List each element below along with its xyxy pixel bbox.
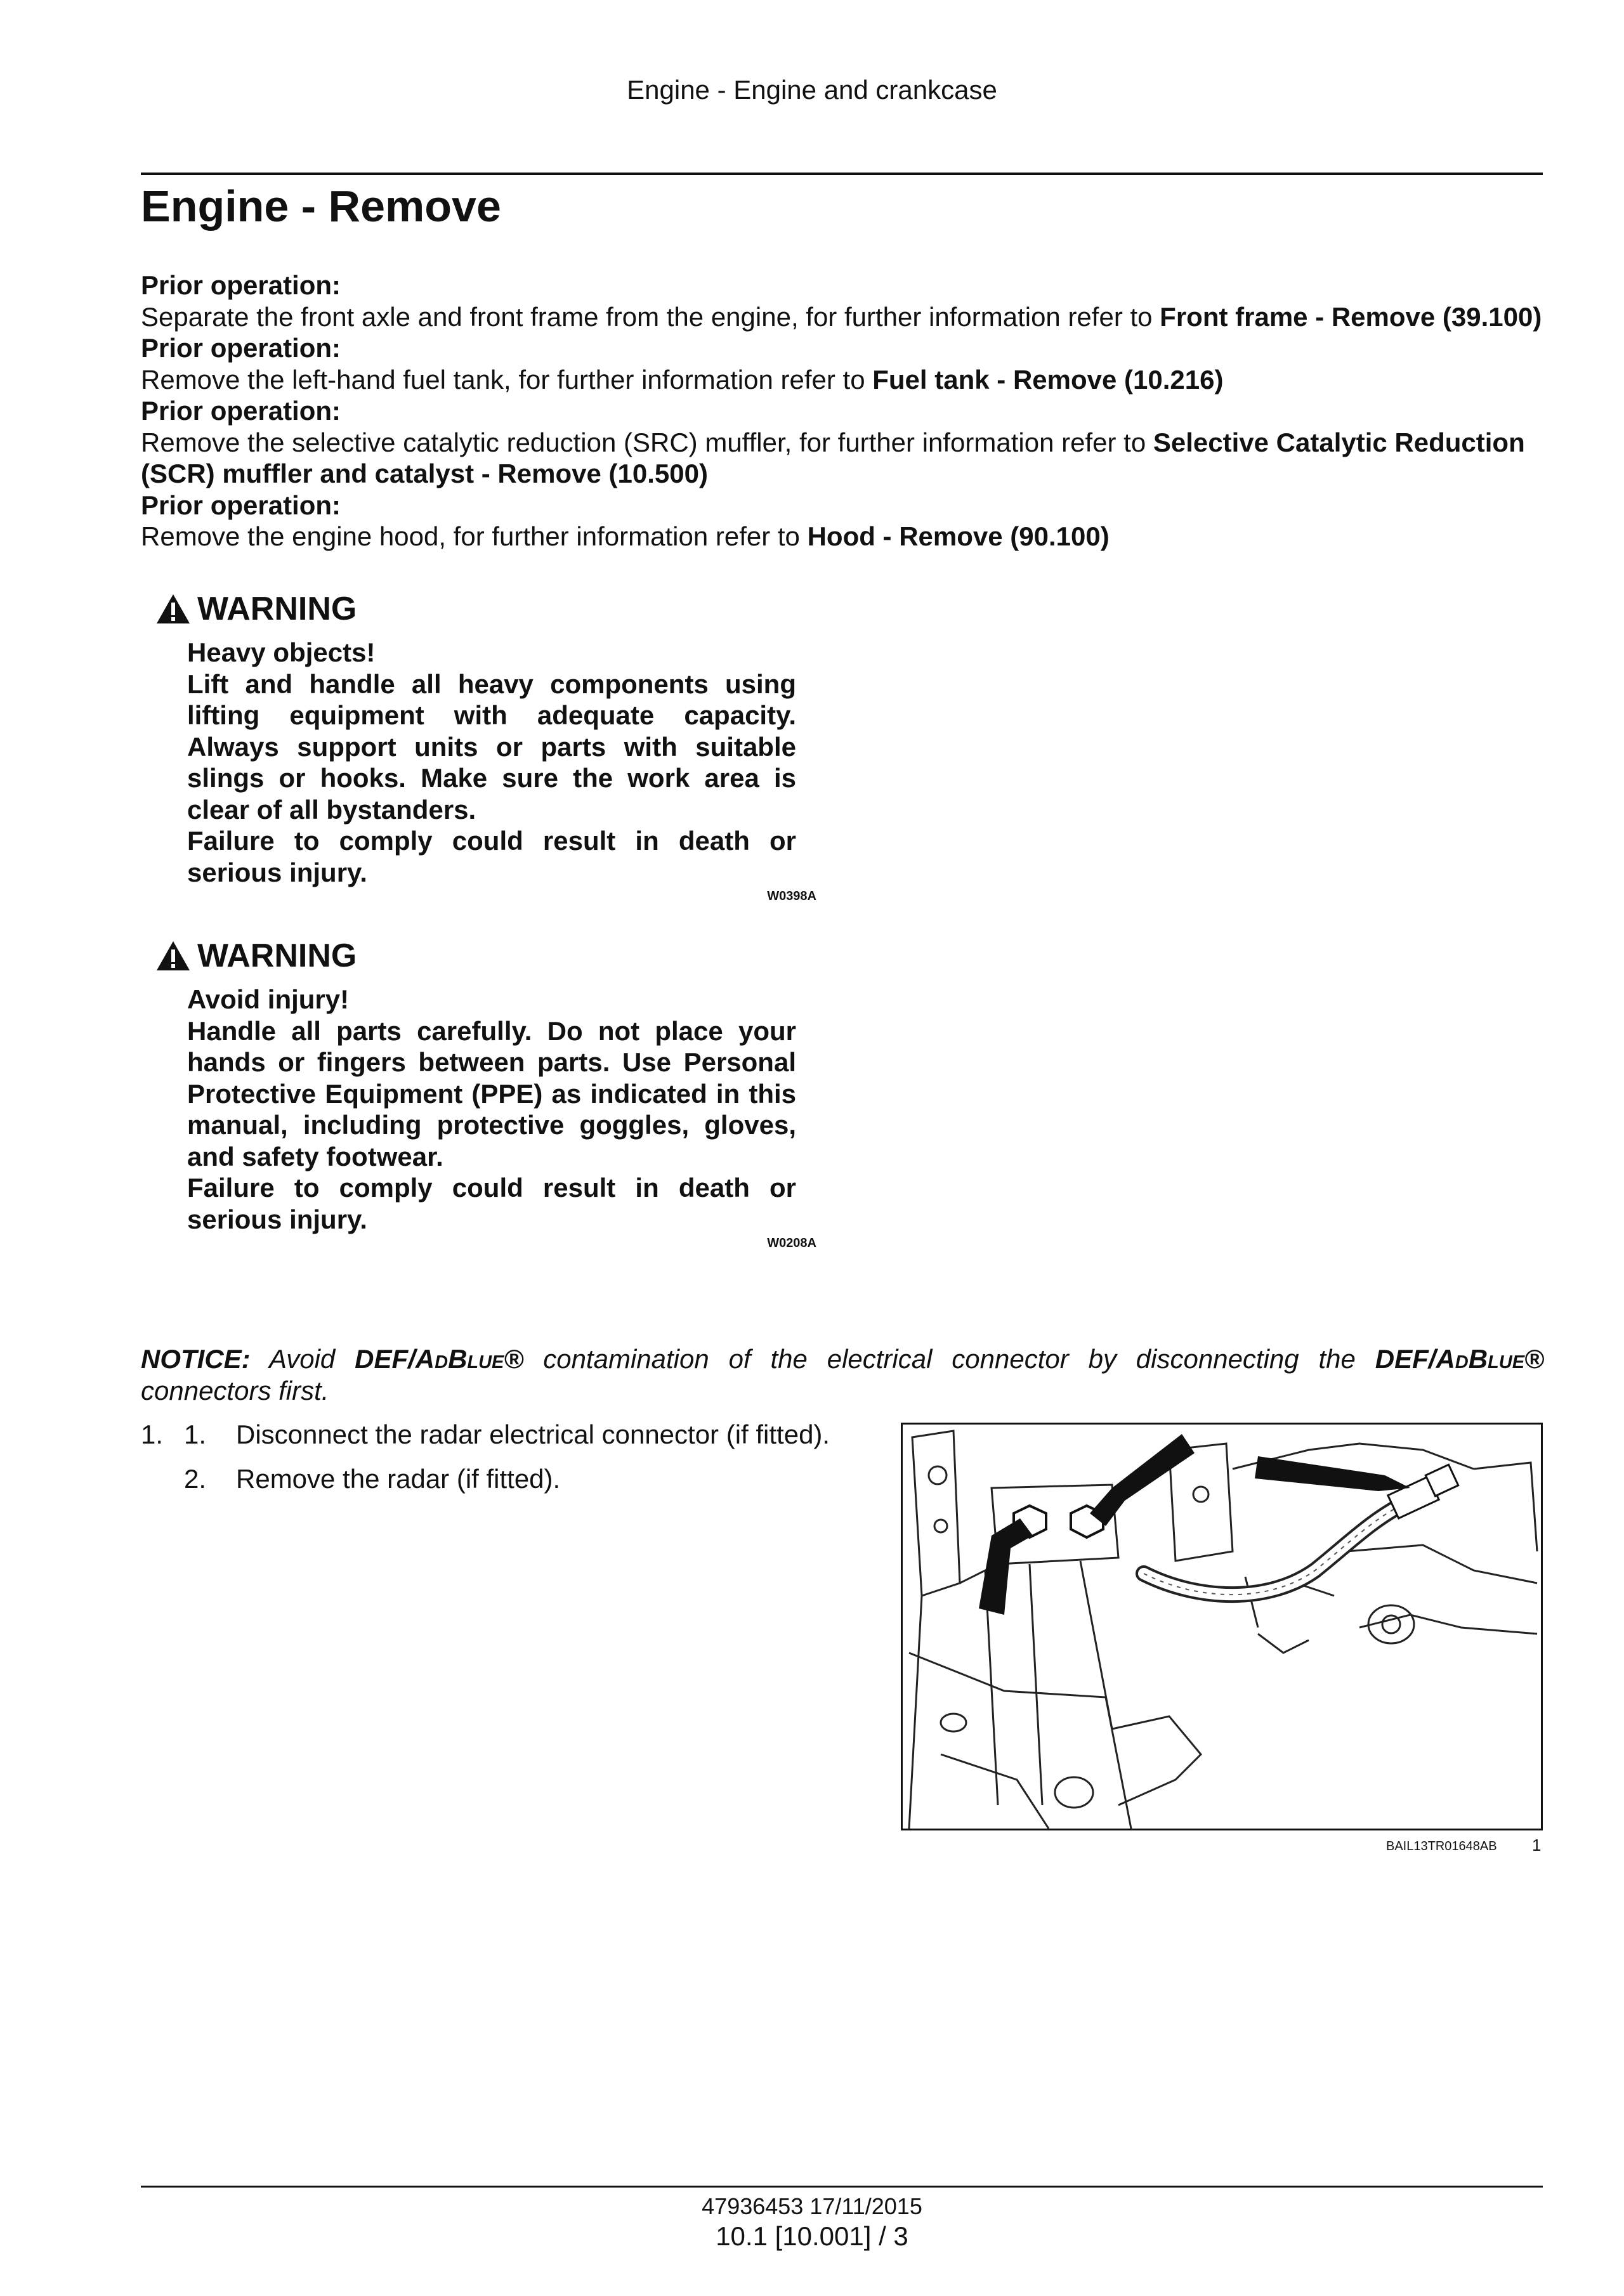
warning-code: W0208A <box>767 1236 816 1250</box>
running-header: Engine - Engine and crankcase <box>627 75 997 105</box>
prior-operation-label: Prior operation: <box>141 490 341 520</box>
figure-radar-connector <box>901 1423 1543 1830</box>
prior-operation-label: Prior operation: <box>141 270 341 300</box>
prior-operations <box>141 270 1544 552</box>
step-list <box>141 1419 870 1508</box>
prior-operation-ref[interactable]: Hood - Remove (90.100) <box>807 521 1110 551</box>
step-text: Disconnect the radar electrical connector (if fitted). <box>236 1419 830 1449</box>
prior-operation-ref[interactable]: Selective Catalytic Reduction (SCR) muffler and catalyst - Remove (10.500) <box>141 427 1525 488</box>
page-title: Engine - Remove <box>141 181 501 231</box>
step-number: 1. <box>184 1419 207 1449</box>
header-rule <box>141 173 1543 175</box>
warning-line: Failure to comply could result in death or serious injury. <box>187 826 796 887</box>
warning-line: Handle all parts carefully. Do not place your hands or fingers between parts. Use Personal Protective Equipment (PPE) as indicated in this manual, including protective goggles, gloves, and safety footwear. <box>187 1015 796 1171</box>
prior-operation-ref[interactable]: Fuel tank - Remove (10.216) <box>872 364 1224 395</box>
warning-line: Heavy objects! <box>187 637 376 667</box>
footer-doc-number: 47936453 17/11/2015 <box>702 2193 922 2219</box>
warning-heading: WARNING <box>155 937 822 975</box>
figure-number: 1 <box>1532 1836 1542 1855</box>
warning-line: Failure to comply could result in death or serious injury. <box>187 1173 796 1234</box>
notice: NOTICE: Avoid DEF/AdBlue® contamination of the electrical connector by disconnecting the DEF/AdBlue® connectors first. <box>141 1344 1544 1406</box>
step-number: 2. <box>184 1464 207 1494</box>
warning-line: Lift and handle all heavy components using lifting equipment with adequate capacity. Always support units or parts with suitable slings or hooks. Make sure the work area is clear of all bystanders. <box>187 669 796 825</box>
warning-triangle-icon <box>155 593 191 625</box>
warning-triangle-icon <box>155 940 191 972</box>
prior-operation-label: Prior operation: <box>141 333 341 363</box>
warning-line: Avoid injury! <box>187 984 350 1014</box>
prior-operation-ref[interactable]: Front frame - Remove (39.100) <box>1160 301 1542 332</box>
prior-operation-text: Remove the left-hand fuel tank, for further information refer to Fuel tank - Remove (10.216) <box>141 364 1224 395</box>
warning-box <box>155 590 822 916</box>
warning-heading: WARNING <box>155 590 822 628</box>
step-text: Remove the radar (if fitted). <box>236 1464 561 1494</box>
prior-operation-text: Remove the selective catalytic reduction (SRC) muffler, for further information refer to Selective Catalytic Reduction (SCR) muffler and catalyst - Remove (10.500) <box>141 427 1525 488</box>
prior-operation-text: Remove the engine hood, for further information refer to Hood - Remove (90.100) <box>141 521 1110 551</box>
prior-operation-label: Prior operation: <box>141 396 341 426</box>
warning-code: W0398A <box>767 889 816 903</box>
warning-body <box>187 984 796 1235</box>
footer-rule <box>141 2186 1543 2188</box>
step-outer-number: 1. <box>141 1419 164 1449</box>
radar-connector-illustration <box>903 1425 1541 1829</box>
footer-page-number: 10.1 [10.001] / 3 <box>716 2221 908 2251</box>
warning-box <box>155 937 822 1263</box>
warning-body <box>187 637 796 888</box>
figure-code: BAIL13TR01648AB <box>1386 1839 1497 1853</box>
prior-operation-text: Separate the front axle and front frame from the engine, for further information refer to Front frame - Remove (39.100) <box>141 301 1542 332</box>
